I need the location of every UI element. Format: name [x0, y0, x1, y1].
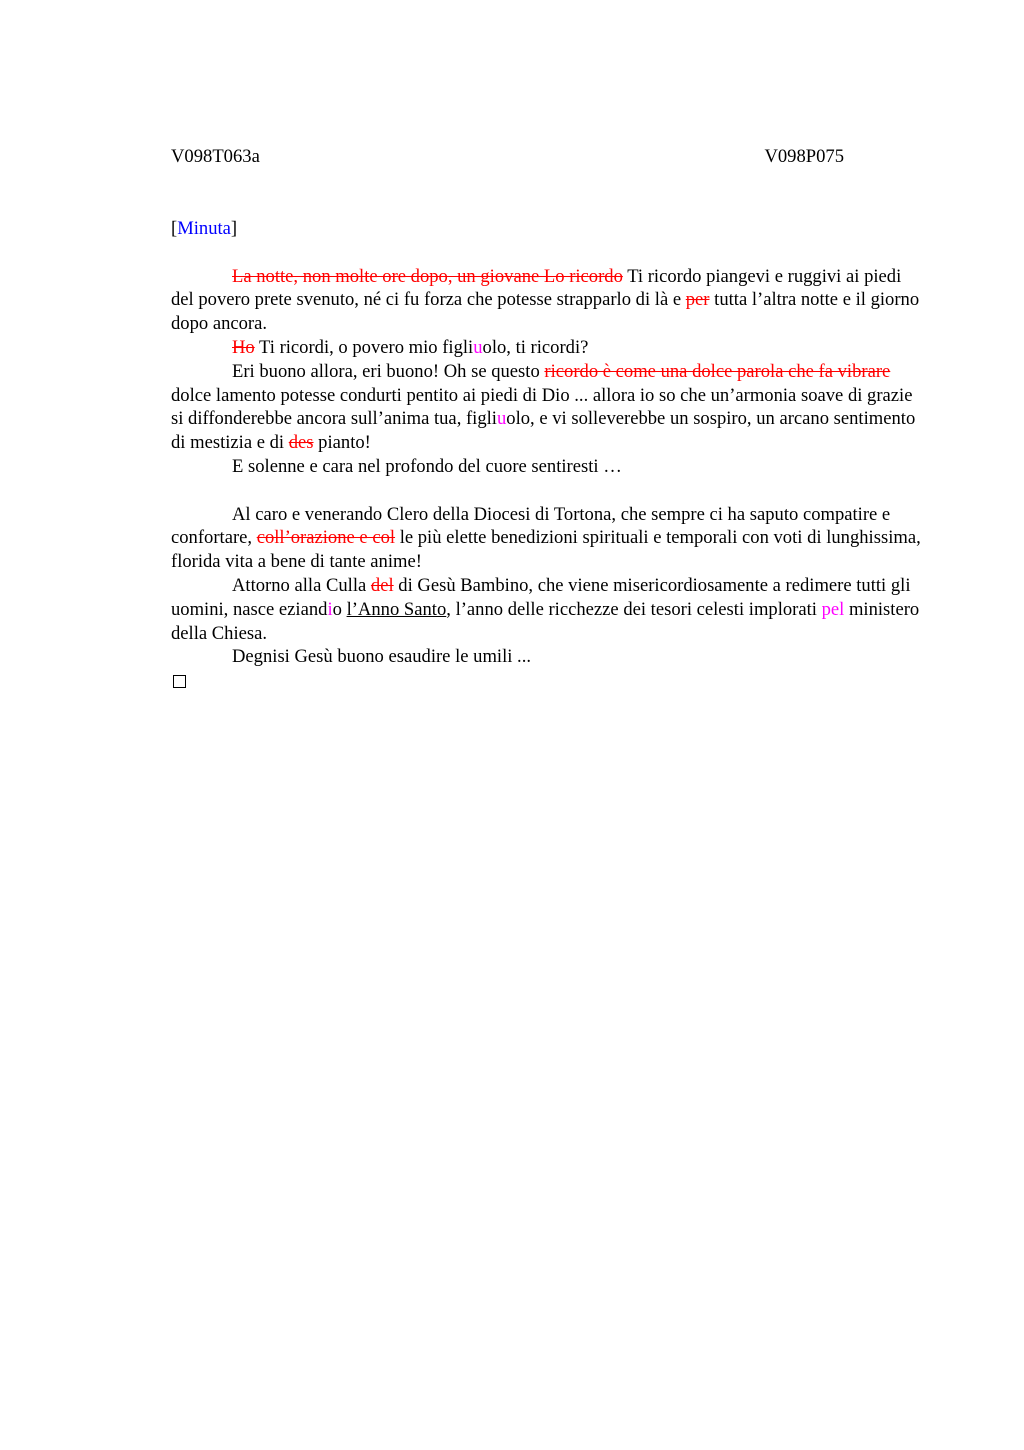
- paragraph-text: dolce lamento potesse condurti pentito ai piedi di Dio ... allora io so che un’armonia soave di grazie si diffonderebbe ancora sull’anima tua, figli: [171, 384, 913, 430]
- paragraph-text: olo, ti ricordi?: [482, 336, 589, 358]
- paragraph-text: o: [332, 598, 347, 620]
- deleted-text: del: [370, 574, 394, 596]
- minuta-label: [171, 217, 923, 241]
- label-open-bracket: [: [171, 218, 178, 239]
- inserted-text: pel: [821, 598, 845, 620]
- paragraph-1: [171, 265, 923, 336]
- paragraph-text: ministero della Chiesa.: [171, 598, 920, 644]
- paragraph-text: olo, e vi solleverebbe un sospiro, un arcano sentimento di mestizia e di: [171, 408, 916, 454]
- end-square-icon: [173, 675, 186, 688]
- paragraph-4: [171, 455, 923, 479]
- deleted-text: ricordo è come una dolce parola che fa vibrare: [544, 360, 891, 382]
- paragraph-text: , l’anno delle ricchezze dei tesori celesti implorati: [446, 598, 822, 620]
- inserted-text: u: [473, 336, 483, 358]
- label-text: Minuta: [177, 218, 231, 239]
- document-code: V098T063a: [171, 146, 260, 167]
- page-code: V098P075: [764, 146, 844, 167]
- paragraph-7: [171, 645, 923, 669]
- paragraph-text: pianto!: [313, 432, 371, 454]
- paragraph-2: [171, 336, 923, 360]
- paragraph-text: Ti ricordi, o povero mio figli: [254, 336, 474, 358]
- paragraph-3: [171, 360, 923, 455]
- paragraph-gap: [171, 241, 923, 265]
- paragraph-text: Eri buono allora, eri buono! Oh se questo: [232, 360, 545, 382]
- paragraph-text: di Gesù Bambino, che viene misericordiosamente a redimere tutti gli uomini, nasce eziand: [171, 574, 911, 620]
- paragraph-text: Al caro e venerando Clero della Diocesi di Tortona, che sempre ci ha saputo compatire e confortare,: [171, 503, 891, 549]
- paragraph-text: le più elette benedizioni spirituali e temporali con voti di lunghissima, florida vita a bene di tante anime!: [171, 527, 921, 573]
- deleted-text: coll’orazione e col: [256, 527, 396, 549]
- underlined-text: l’Anno Santo: [346, 598, 447, 620]
- paragraph-text: tutta l’altra notte e il giorno dopo ancora.: [171, 289, 920, 335]
- page-header: [171, 146, 844, 170]
- paragraph-5: [171, 503, 923, 574]
- paragraph-text: Degnisi Gesù buono esaudire le umili ...: [232, 646, 531, 668]
- paragraph-gap: [171, 479, 923, 503]
- paragraph-6: [171, 574, 923, 645]
- paragraph-text: Attorno alla Culla: [232, 574, 371, 596]
- paragraph-text: Ti ricordo piangevi e ruggivi ai piedi del povero prete svenuto, né ci fu forza che potesse strapparlo di là e: [171, 265, 902, 311]
- deleted-text: des: [288, 432, 314, 454]
- inserted-text: i: [327, 598, 333, 620]
- label-close-bracket: ]: [230, 218, 238, 239]
- end-mark-line: [171, 669, 923, 695]
- paragraph-text: E solenne e cara nel profondo del cuore sentiresti …: [232, 455, 622, 477]
- deleted-text: La notte, non molte ore dopo, un giovane Lo ricordo: [232, 265, 623, 287]
- inserted-text: u: [496, 408, 507, 430]
- document-body: [171, 217, 923, 695]
- deleted-text: per: [685, 289, 710, 311]
- deleted-text: Ho: [232, 336, 255, 358]
